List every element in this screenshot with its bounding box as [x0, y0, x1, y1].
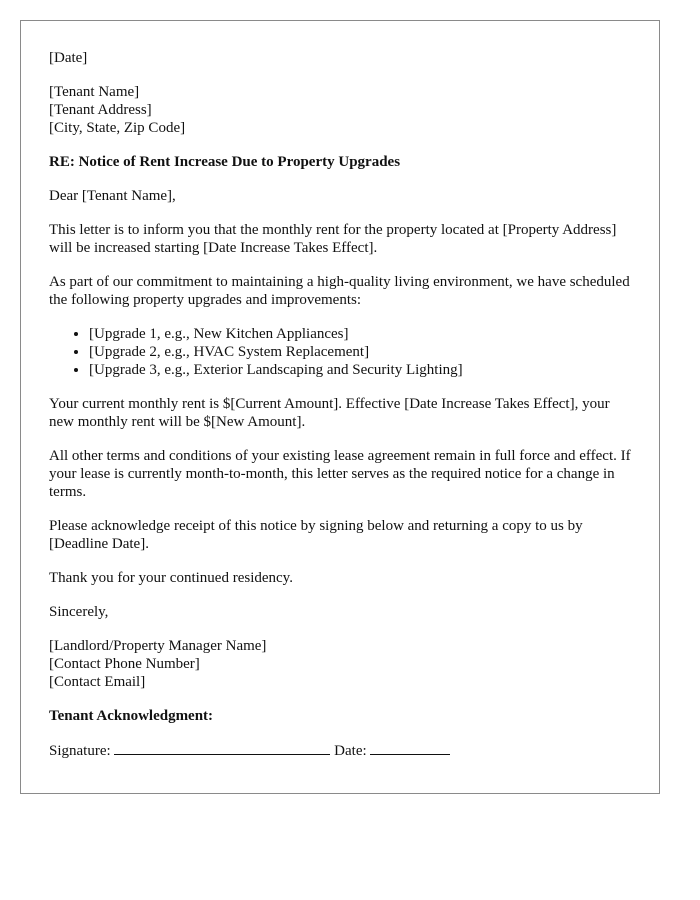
sender-email: [Contact Email] [49, 674, 146, 690]
date-text: [Date] [49, 50, 88, 66]
acknowledge-paragraph: Please acknowledge receipt of this notice by signing below and returning a copy to us by [Deadline Date]. [49, 518, 583, 552]
sender-name: [Landlord/Property Manager Name] [49, 638, 267, 654]
rent-change-paragraph: Your current monthly rent is $[Current Amount]. Effective [Date Increase Takes Effect], your new monthly rent will be $[New Amount]. [49, 396, 610, 430]
signature-label: Signature: [49, 743, 111, 759]
date-label: Date: [334, 743, 367, 759]
sender-phone: [Contact Phone Number] [49, 656, 200, 672]
letter-page [20, 20, 660, 794]
subject-line: RE: Notice of Rent Increase Due to Property Upgrades [49, 154, 401, 170]
commitment-paragraph: As part of our commitment to maintaining a high-quality living environment, we have scheduled the following property upgrades and improvements: [49, 274, 630, 308]
list-item: • [Upgrade 2, e.g., HVAC System Replacement] [89, 343, 631, 361]
list-item: • [Upgrade 1, e.g., New Kitchen Appliances] [89, 325, 631, 343]
closing: Sincerely, [49, 604, 109, 620]
tenant-city-state-zip: [City, State, Zip Code] [49, 120, 186, 136]
list-item: • [Upgrade 3, e.g., Exterior Landscaping and Security Lighting] [89, 361, 631, 379]
intro-paragraph: This letter is to inform you that the monthly rent for the property located at [Property Address] will be increased starting [Date Increase Takes Effect]. [49, 222, 617, 256]
tenant-address: [Tenant Address] [49, 102, 152, 118]
upgrades-list [49, 325, 631, 379]
date-line[interactable] [370, 741, 450, 755]
salutation: Dear [Tenant Name], [49, 188, 176, 204]
recipient-block [49, 83, 631, 137]
thanks-paragraph: Thank you for your continued residency. [49, 570, 293, 586]
sender-block [49, 637, 631, 691]
letter-date [49, 49, 631, 67]
acknowledgment-heading: Tenant Acknowledgment: [49, 708, 214, 724]
signature-line[interactable] [114, 741, 330, 755]
terms-paragraph: All other terms and conditions of your existing lease agreement remain in full force and effect. If your lease is currently month-to-month, this letter serves as the required notice for a change in terms. [49, 448, 631, 500]
tenant-name: [Tenant Name] [49, 84, 140, 100]
signature-row [49, 741, 631, 760]
